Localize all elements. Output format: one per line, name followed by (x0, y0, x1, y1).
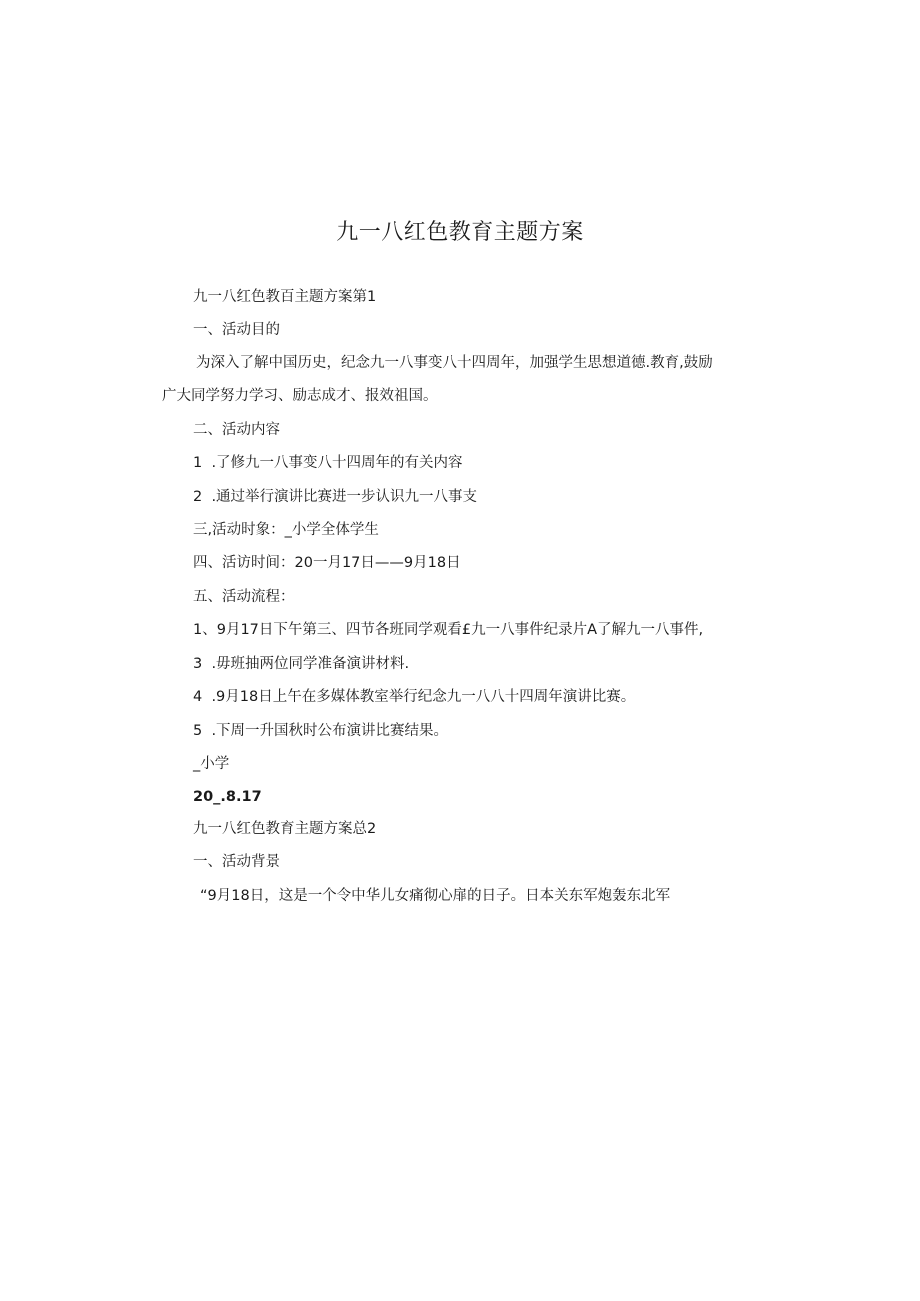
heading-activity-audience: 三,活动时象：_小学全体学生 (193, 522, 379, 538)
process-item-3: 3 .毋班抽两位同学准备演讲材料. (193, 656, 410, 672)
signature-date: 20_.8.17 (193, 789, 262, 805)
process-item-4: 4 .9月18日上午在多媒体教室举行纪念九一八八十四周年演讲比赛。 (193, 689, 636, 705)
heading-activity-purpose: 一、活动目的 (193, 322, 280, 338)
process-item-1: 1、9月17日下午第三、四节各班同学观看£九一八事件纪录片A了解九一八事件, (193, 622, 704, 638)
signature-school: _小学 (193, 756, 230, 772)
section-heading-plan-2: 九一八红色教育主题方案总2 (193, 821, 377, 837)
section-heading-plan-1: 九一八红色教百主题方案第1 (193, 289, 377, 305)
content-item-2: 2 .通过举行演讲比赛进一步认识九一八事支 (193, 489, 478, 505)
paragraph-background-line-1: “9月18日，这是一个令中华儿女痛彻心扉的日子。日本关东军炮轰东北军 (200, 888, 671, 904)
document-title: 九一八红色教育主题方案 (336, 220, 584, 245)
heading-activity-background: 一、活动背景 (193, 854, 280, 870)
content-item-1: 1 .了修九一八事变八十四周年的有关内容 (193, 455, 463, 471)
heading-activity-content: 二、活动内容 (193, 422, 280, 438)
paragraph-purpose-line-2: 广大同学努力学习、励志成才、报效祖国。 (162, 388, 438, 404)
heading-activity-process: 五、活动流程： (193, 589, 295, 605)
paragraph-purpose-line-1: 为深入了解中国历史，纪念九一八事变八十四周年，加强学生思想道德.教育,鼓励 (196, 355, 713, 371)
heading-activity-time: 四、活访时间：20一月17日——9月18日 (193, 555, 461, 571)
process-item-5: 5 .下周一升国秋时公布演讲比赛结果。 (193, 723, 449, 739)
